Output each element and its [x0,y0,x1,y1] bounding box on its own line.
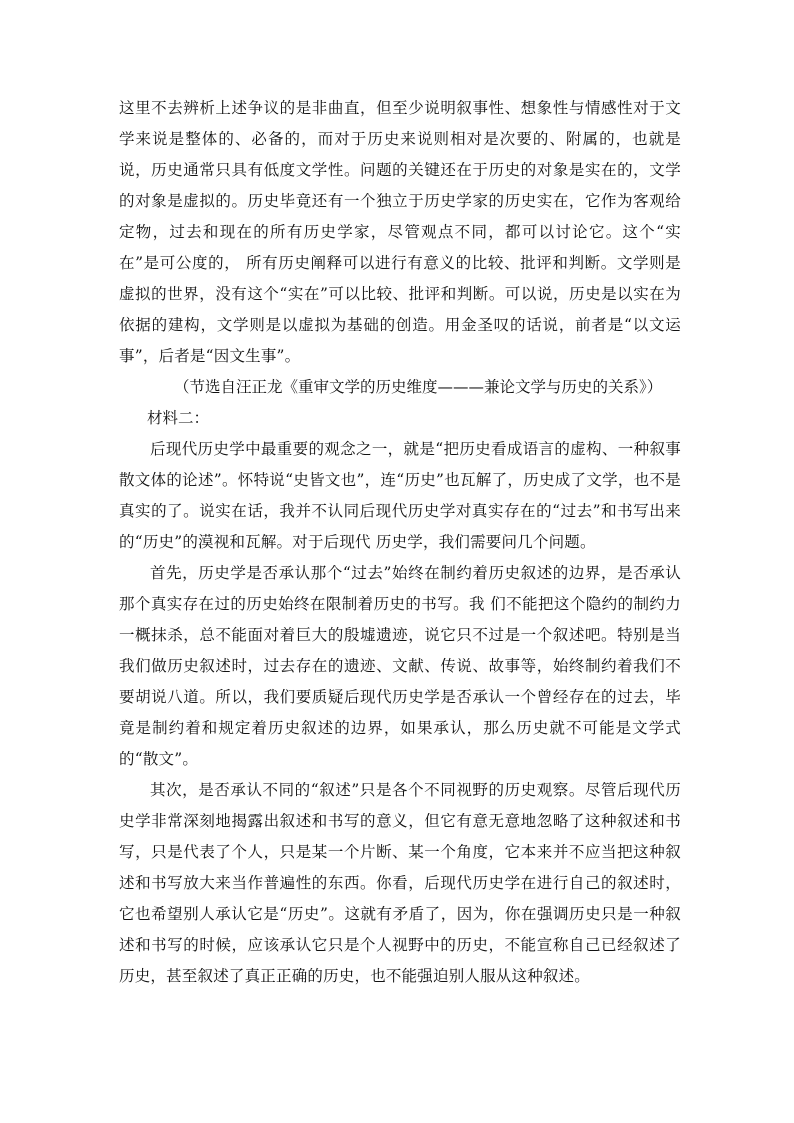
material1-source-citation: （节选自汪正龙《重审文学的历史维度———兼论文学与历史的关系》） [174,378,663,396]
material2-paragraph-1: 后现代历史学中最重要的观念之一，就是“把历史看成语言的虚构、一种叙事散文体的论述”。怀特说“史皆文也”，连“历史”也瓦解了，历史成了文学，也不是真实的了。说实在话，我并不认同后现代历史学对真实存在的“过去”和书写出来的“历史”的漠视和瓦解。对于后现代 历史学，我们需要问几个问题。 [119,440,681,551]
material1-paragraph: 这里不去辨析上述争议的是非曲直，但至少说明叙事性、想象性与情感性对于文学来说是整体的、必备的，而对于历史来说则相对是次要的、附属的，也就是说，历史通常只具有低度文学性。问题的关键还在于历史的对象是实在的，文学的对象是虚拟的。历史毕竟还有一个独立于历史学家的历史实在，它作为客观给定物，过去和现在的所有历史学家，尽管观点不同，都可以讨论它。这个“实在”是可公度的， 所有历史阐释可以进行有意义的比较、批评和判断。文学则是虚拟的世界，没有这个“实在”可以比较、批评和判断。可以说，历史是以实在为依据的建构，文学则是以虚拟为基础的创造。用金圣叹的话说，前者是“以文运事”，后者是“因文生事”。 [119,99,681,365]
text-column [119,93,681,992]
material2-paragraph-2: 首先，历史学是否承认那个“过去”始终在制约着历史叙述的边界，是否承认那个真实存在过的历史始终在限制着历史的书写。我 们不能把这个隐约的制约力一概抹杀，总不能面对着巨大的殷墟遗迹，说它只不过是一个叙述吧。特别是当我们做历史叙述时，过去存在的遗迹、文献、传说、故事等，始终制约着我们不要胡说八道。所以，我们要质疑后现代历史学是否承认一个曾经存在的过去，毕竟是制约着和规定着历史叙述的边界，如果承认，那么历史就不可能是文学式的“散文”。 [119,564,681,768]
material2-label: 材料二： [147,409,210,427]
material2-paragraph-3: 其次，是否承认不同的“叙述”只是各个不同视野的历史观察。尽管后现代历史学非常深刻地揭露出叙述和书写的意义，但它有意无意地忽略了这种叙述和书写，只是代表了个人，只是某一个片断、某一个角度，它本来并不应当把这种叙述和书写放大来当作普遍性的东西。你看，后现代历史学在进行自己的叙述时，它也希望别人承认它是“历史”。这就有矛盾了，因为，你在强调历史只是一种叙述和书写的时候，应该承认它只是个人视野中的历史，不能宣称自己已经叙述了历史，甚至叙述了真正正确的历史，也不能强迫别人服从这种叙述。 [119,781,681,985]
